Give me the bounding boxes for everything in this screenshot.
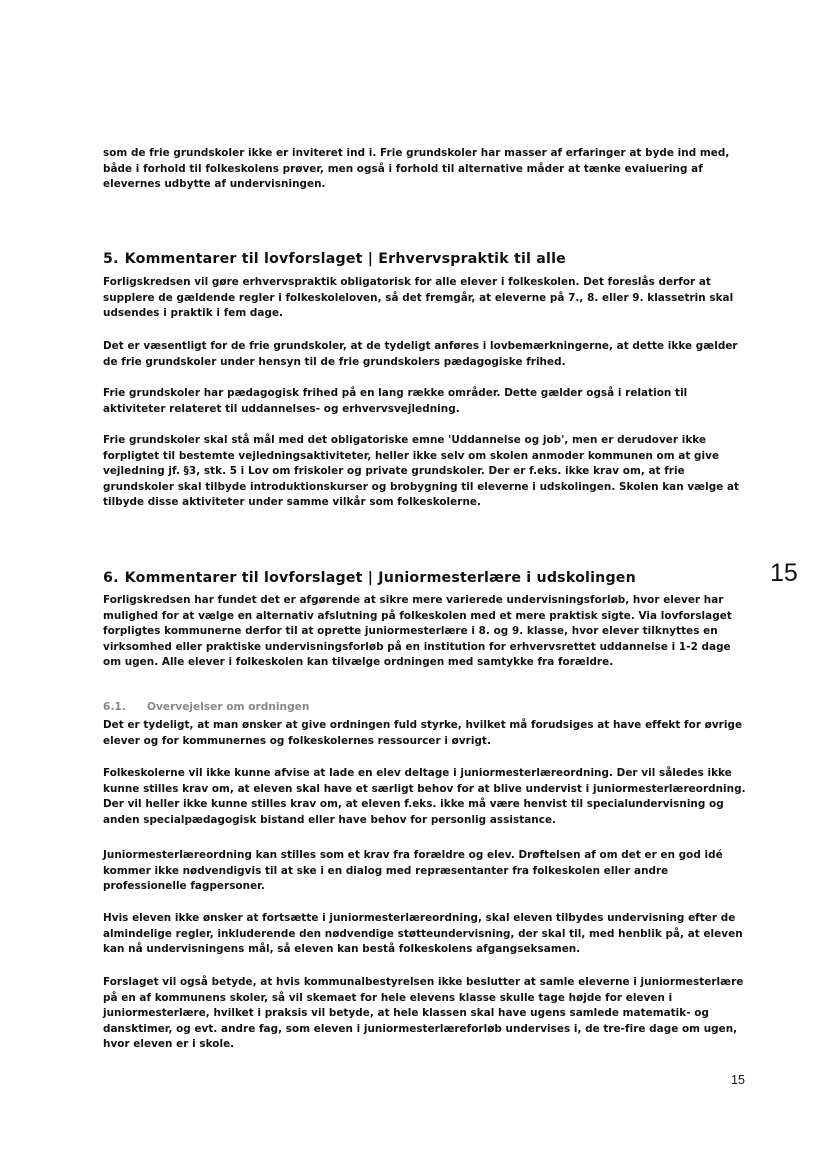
footer-page-number: 15	[731, 1073, 745, 1087]
section-6-1-paragraph: Folkeskolerne vil ikke kunne afvise at lade en elev deltage i juniormesterlæreordning. Der vil således ikke kunne stilles krav om, at eleven skal have et særligt behov for at blive undervist i juniormesterlæreordning. Der vil heller ikke kunne stilles krav om, at eleven f.eks. ikke må være henvist til specialundervisning og anden specialpædagogisk bistand eller have behov for personlig assistance.	[103, 767, 746, 826]
section-5-paragraph: Forligskredsen vil gøre erhvervspraktik obligatorisk for alle elever i folkeskolen. Det foreslås derfor at supplere de gældende regler i folkeskoleloven, så det fremgår, at eleverne på 7., 8. eller 9. klassetrin skal udsendes i praktik i fem dage.	[103, 276, 734, 320]
section-5-paragraph: Frie grundskoler har pædagogisk frihed på en lang række områder. Dette gælder også i relation til aktiviteter relateret til uddannelses- og erhvervsvejledning.	[103, 387, 688, 415]
section-6-title: Kommentarer til lovforslaget | Juniormesterlære i udskolingen	[124, 570, 636, 586]
section-5-heading	[103, 251, 751, 267]
section-6-1-title: Overvejelser om ordningen	[147, 701, 310, 713]
section-5-number: 5.	[103, 251, 119, 267]
intro-paragraph: som de frie grundskoler ikke er inviteret ind i. Frie grundskoler har masser af erfaringer at byde ind med, både i forhold til folkeskolens prøver, men også i forhold til alternative måder at tænke evaluering af elevernes udbytte af undervisningen.	[103, 147, 730, 191]
section-6-number: 6.	[103, 570, 119, 586]
section-6-1-paragraph: Forslaget vil også betyde, at hvis kommunalbestyrelsen ikke beslutter at samle eleverne i juniormesterlære på en af kommunens skoler, så vil skemaet for hele elevens klasse skulle tage højde for eleven i juniormesterlære, hvilket i praksis vil betyde, at hele klassen skal have ugens samlede matematik- og dansktimer, og evt. andre fag, som eleven i juniormesterlæreforløb undervises i, de tre-fire dage om ugen, hvor eleven er i skole.	[103, 976, 744, 1051]
section-5-paragraph: Det er væsentligt for de frie grundskoler, at de tydeligt anføres i lovbemærkningerne, at dette ikke gælder de frie grundskoler under hensyn til de frie grundskolers pædagogiske frihed.	[103, 340, 738, 368]
section-6-1-heading	[103, 701, 751, 713]
side-page-number: 15	[770, 559, 798, 587]
section-6-1-number: 6.1.	[103, 701, 126, 713]
section-5-title: Kommentarer til lovforslaget | Erhvervspraktik til alle	[124, 251, 566, 267]
section-6-1-paragraph: Juniormesterlæreordning kan stilles som et krav fra forældre og elev. Drøftelsen af om det er en god idé kommer ikke nødvendigvis til at ske i en dialog med repræsentanter fra folkeskolen eller andre professionelle fagpersoner.	[103, 849, 723, 893]
section-6-1-paragraph: Hvis eleven ikke ønsker at fortsætte i juniormesterlæreordning, skal eleven tilbydes undervisning efter de almindelige regler, inkluderende den nødvendige støtteundervisning, der skal til, med henblik på, at eleven kan nå undervisningens mål, så eleven kan bestå folkeskolens afgangseksamen.	[103, 912, 743, 956]
section-6-1-paragraph: Det er tydeligt, at man ønsker at give ordningen fuld styrke, hvilket må forudsiges at have effekt for øvrige elever og for kommunernes og folkeskolernes ressourcer i øvrigt.	[103, 719, 743, 747]
section-5-paragraph: Frie grundskoler skal stå mål med det obligatoriske emne 'Uddannelse og job', men er derudover ikke forpligtet til bestemte vejledningsaktiviteter, heller ikke selv om skolen anmoder kommunen om at give vejledning jf. §3, stk. 5 i Lov om friskoler og private grundskoler. Der er f.eks. ikke krav om, at frie grundskoler skal tilbyde introduktionskurser og brobygning til eleverne i udskolingen. Skolen kan vælge at tilbyde disse aktiviteter under samme vilkår som folkeskolerne.	[103, 434, 740, 509]
section-6-paragraph: Forligskredsen har fundet det er afgørende at sikre mere varierede undervisningsforløb, hvor elever har mulighed for at vælge en alternativ afslutning på folkeskolen med et mere praktisk sigte. Via lovforslaget forpligtes kommunerne derfor til at oprette juniormesterlære i 8. og 9. klasse, hvor elever tilknyttes en virksomhed eller praktiske undervisningsforløb på en institution for erhvervsrettet uddannelse i 1-2 dage om ugen. Alle elever i folkeskolen kan tilvælge ordningen med samtykke fra forældre.	[103, 594, 732, 669]
section-6-heading	[103, 570, 751, 586]
faint-header-text	[410, 80, 750, 90]
intro-block	[103, 146, 751, 193]
